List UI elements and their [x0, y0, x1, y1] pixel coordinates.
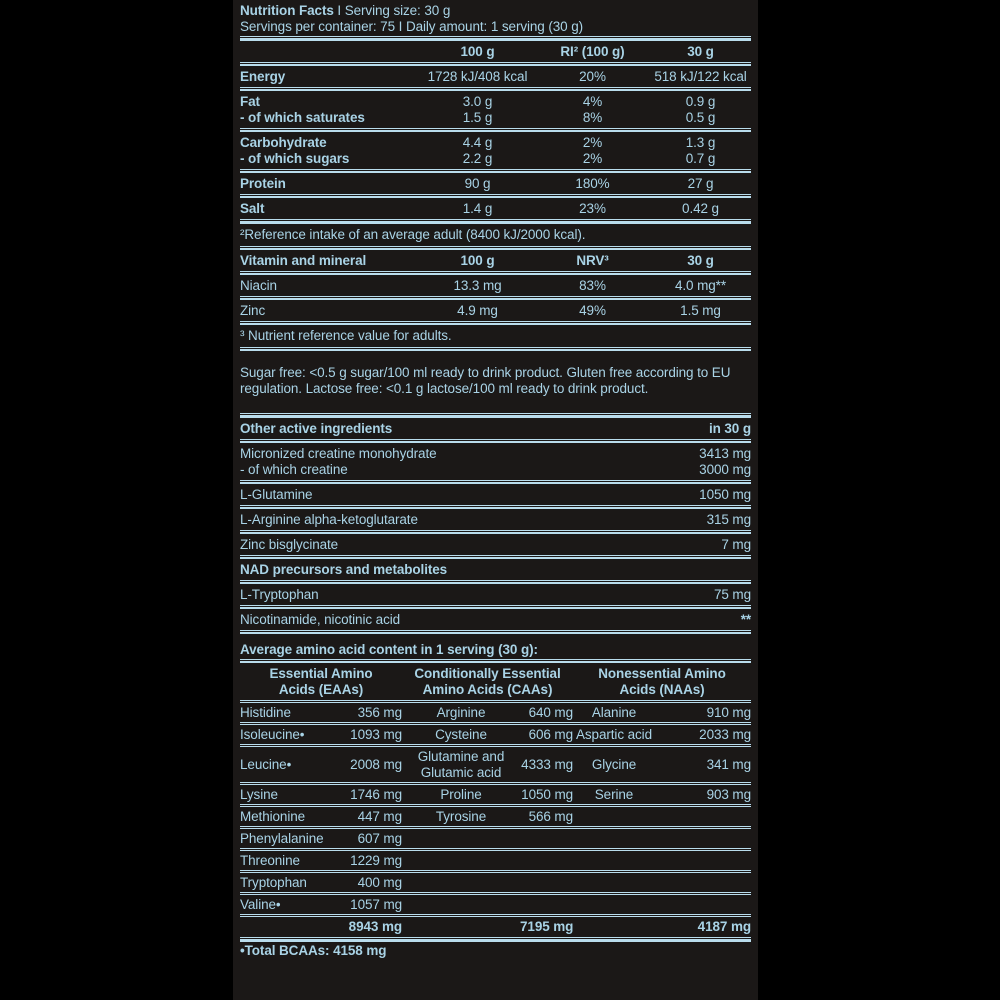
vitamin-header-nrv: NRV³: [576, 252, 609, 268]
amino-value: 903 mg: [706, 786, 751, 802]
row-value-line: 2%: [582, 150, 603, 166]
separator-line: [240, 128, 751, 132]
table-row-protein: [240, 174, 751, 193]
row-label: Nicotinamide, nicotinic acid: [240, 611, 401, 627]
amino-name: Serine: [594, 786, 634, 802]
amino-value: 2008 mg: [350, 756, 402, 772]
amino-name: Tryptophan: [240, 874, 307, 890]
row-value-ri: 180%: [575, 175, 610, 191]
row-value-line: 4%: [582, 93, 603, 109]
row-value: [699, 446, 751, 478]
amino-row: [240, 703, 751, 722]
separator-line: [240, 555, 751, 559]
amino-header-naa: [573, 666, 751, 698]
row-value-100g: 13.3 mg: [453, 277, 502, 293]
amino-name: Phenylalanine: [240, 830, 324, 846]
amino-name: Proline: [440, 786, 482, 802]
row-value-ri: [535, 135, 650, 167]
row-label-line: Micronized creatine monohydrate: [240, 445, 437, 461]
vitamin-header-30g: 30 g: [687, 252, 714, 268]
amino-table-title: Average amino acid content in 1 serving (30 g):: [240, 642, 538, 657]
row-value-30g: 27 g: [687, 175, 714, 191]
free-claims-paragraph: Sugar free: <0.5 g sugar/100 ml ready to drink product. Gluten free according to EU regulation. Lactose free: <0.1 g lactose/100 ml ready to drink product.: [240, 365, 731, 396]
separator-line: [240, 505, 751, 509]
row-label-line: Carbohydrate: [240, 134, 327, 150]
servings-line: Servings per container: 75 I Daily amount: 1 serving (30 g): [240, 19, 584, 34]
separator-line: [240, 413, 751, 418]
header-line: Essential Amino: [269, 666, 373, 681]
row-value-30g: [650, 135, 751, 167]
row-label: Protein: [240, 175, 286, 191]
row-value-30g: [650, 94, 751, 126]
eaa-total: 8943 mg: [348, 918, 402, 934]
table-row-energy: [240, 67, 751, 86]
row-value-30g: 1.5 mg: [680, 302, 721, 318]
amino-header-caa: [402, 666, 573, 698]
separator-line: [240, 62, 751, 66]
separator-line: [240, 659, 751, 663]
total-bcaa-note: •Total BCAAs: 4158 mg: [240, 943, 387, 958]
amino-row: [240, 725, 751, 744]
amino-row: [240, 851, 751, 870]
amino-name: Alanine: [591, 704, 637, 720]
table-row-carbohydrate: [240, 133, 751, 168]
row-label: [240, 446, 437, 478]
header-line: Acids (EAAs): [278, 682, 364, 697]
amino-name: Lysine: [240, 786, 278, 802]
separator-line: [240, 439, 751, 443]
row-value-100g: [420, 135, 535, 167]
amino-totals-row: [240, 917, 751, 936]
amino-value: 606 mg: [528, 726, 573, 742]
header-line: Acids (NAAs): [619, 682, 705, 697]
table-row-glutamine: [240, 485, 751, 504]
spacer: [240, 352, 751, 365]
amino-name: Tyrosine: [435, 808, 487, 824]
nrv-footnote: ³ Nutrient reference value for adults.: [240, 328, 452, 343]
amino-row: [240, 873, 751, 892]
row-label: [240, 135, 420, 167]
separator-line: [240, 271, 751, 275]
amino-row: [240, 807, 751, 826]
row-value-100g: 1728 kJ/408 kcal: [427, 68, 528, 84]
row-label: [240, 94, 420, 126]
table-row-zinc: [240, 301, 751, 320]
row-label: Energy: [240, 68, 286, 84]
row-value-line: 1.3 g: [685, 134, 716, 150]
row-label: Zinc bisglycinate: [240, 536, 339, 552]
row-value-ri: 23%: [579, 200, 606, 216]
row-value-nrv: 49%: [579, 302, 606, 318]
separator-line: [240, 87, 751, 91]
row-value-nrv: 83%: [579, 277, 606, 293]
other-ingredients-header: [240, 419, 751, 438]
separator-line: [240, 296, 751, 300]
row-value-line: 2.2 g: [462, 150, 493, 166]
amino-value: 1057 mg: [350, 896, 402, 912]
row-value-line: 3.0 g: [462, 93, 493, 109]
row-label-line: Fat: [240, 93, 260, 109]
separator-line: [240, 530, 751, 534]
separator-line: [240, 630, 751, 634]
row-value-line: 2%: [582, 134, 603, 150]
row-label-line: - of which creatine: [240, 461, 348, 477]
row-label-line: - of which sugars: [240, 150, 350, 166]
table-row-nicotinamide: [240, 610, 751, 629]
row-value-30g: 0.42 g: [682, 200, 719, 216]
amino-value: 1050 mg: [521, 786, 573, 802]
amino-row: [240, 785, 751, 804]
row-value: 1050 mg: [699, 486, 751, 502]
amino-name: Leucine•: [240, 756, 292, 772]
row-value-line: 0.7 g: [685, 150, 716, 166]
row-label: Niacin: [240, 277, 277, 293]
main-header-empty: [240, 44, 420, 60]
reference-intake-footnote: ²Reference intake of an average adult (8400 kJ/2000 kcal).: [240, 227, 586, 242]
main-table-header: [240, 42, 751, 61]
spacer: [240, 635, 751, 642]
header-line: Conditionally Essential: [414, 666, 561, 681]
row-value-ri: 20%: [579, 68, 606, 84]
separator-line: [240, 169, 751, 173]
separator-line: [240, 194, 751, 198]
row-value-30g: 518 kJ/122 kcal: [654, 68, 747, 84]
row-label: L-Tryptophan: [240, 586, 319, 602]
row-label: Salt: [240, 200, 265, 216]
row-value-100g: 1.4 g: [462, 200, 493, 216]
amino-row: [240, 747, 751, 782]
amino-table-header: [240, 664, 751, 700]
amino-value: 447 mg: [357, 808, 402, 824]
caa-total: 7195 mg: [520, 918, 574, 934]
row-value-ri: [535, 94, 650, 126]
header-line: Amino Acids (CAAs): [422, 682, 553, 697]
row-value-100g: 4.9 mg: [457, 302, 498, 318]
row-value: 315 mg: [706, 511, 751, 527]
table-row-zinc-bisglycinate: [240, 535, 751, 554]
other-ingredients-amount-header: in 30 g: [708, 420, 751, 436]
row-value: 75 mg: [713, 586, 751, 602]
row-value-line: 4.4 g: [462, 134, 493, 150]
amino-row: [240, 895, 751, 914]
amino-name: Aspartic acid: [576, 726, 652, 742]
row-label: L-Arginine alpha-ketoglutarate: [240, 511, 418, 527]
amino-name: Glycine: [591, 756, 637, 772]
vitamin-table-header: [240, 251, 751, 270]
header-line: Nonessential Amino: [598, 666, 726, 681]
separator-line: [240, 246, 751, 250]
label-title-line: [240, 3, 751, 19]
vitamin-header-label: Vitamin and mineral: [240, 252, 367, 268]
nad-precursors-subheader: [240, 560, 751, 579]
amino-name: Threonine: [240, 852, 300, 868]
row-value-line: 0.9 g: [685, 93, 716, 109]
amino-value: 607 mg: [357, 830, 402, 846]
amino-value: 1229 mg: [350, 852, 402, 868]
amino-value: 341 mg: [706, 756, 751, 772]
row-value-30g: 4.0 mg**: [675, 277, 726, 293]
separator-line: [240, 347, 751, 351]
amino-name: Valine•: [240, 896, 281, 912]
amino-value: 4333 mg: [521, 756, 573, 772]
row-value-line: 3413 mg: [699, 445, 751, 461]
amino-value: 910 mg: [706, 704, 751, 720]
main-header-30g: 30 g: [687, 43, 714, 59]
row-value: **: [740, 611, 751, 627]
row-value-100g: [420, 94, 535, 126]
spacer: [240, 397, 751, 412]
vitamin-header-100g: 100 g: [460, 252, 495, 268]
separator-line: [240, 605, 751, 609]
amino-value: 566 mg: [528, 808, 573, 824]
main-header-ri: RI² (100 g): [560, 43, 625, 59]
amino-value: 400 mg: [357, 874, 402, 890]
amino-name: Glutamine and Glutamic acid: [417, 748, 505, 780]
naa-total: 4187 mg: [697, 918, 751, 934]
table-row-fat: [240, 92, 751, 127]
main-header-100g: 100 g: [460, 43, 495, 59]
row-value-line: 8%: [582, 109, 603, 125]
separator-line: [240, 219, 751, 224]
table-row-salt: [240, 199, 751, 218]
serving-size-text: I Serving size: 30 g: [337, 3, 451, 18]
label-title: Nutrition Facts: [240, 3, 334, 18]
amino-row: [240, 829, 751, 848]
amino-value: 356 mg: [357, 704, 402, 720]
row-value-100g: 90 g: [464, 175, 491, 191]
amino-value: 2033 mg: [699, 726, 751, 742]
separator-line: [240, 36, 751, 41]
table-row-niacin: [240, 276, 751, 295]
amino-value: 1093 mg: [350, 726, 402, 742]
amino-name: Methionine: [240, 808, 306, 824]
row-label: Zinc: [240, 302, 266, 318]
row-value-line: 3000 mg: [699, 461, 751, 477]
subheader-title: NAD precursors and metabolites: [240, 561, 448, 577]
row-value-line: 0.5 g: [685, 109, 716, 125]
amino-value: 1746 mg: [350, 786, 402, 802]
amino-name: Cysteine: [435, 726, 487, 742]
amino-name: Histidine: [240, 704, 291, 720]
table-row-creatine: [240, 444, 751, 479]
amino-value: 640 mg: [528, 704, 573, 720]
row-label: L-Glutamine: [240, 486, 313, 502]
table-row-arginine-akg: [240, 510, 751, 529]
amino-name: Arginine: [436, 704, 486, 720]
separator-line: [240, 321, 751, 325]
row-value-line: 1.5 g: [462, 109, 493, 125]
separator-line: [240, 480, 751, 484]
separator-line: [240, 580, 751, 584]
amino-header-eaa: [240, 666, 402, 698]
table-row-tryptophan: [240, 585, 751, 604]
other-ingredients-title: Other active ingredients: [240, 420, 393, 436]
amino-name: Isoleucine•: [240, 726, 305, 742]
row-label-line: - of which saturates: [240, 109, 365, 125]
row-value: 7 mg: [721, 536, 751, 552]
nutrition-label-panel: [233, 0, 758, 1000]
separator-line: [240, 937, 751, 942]
